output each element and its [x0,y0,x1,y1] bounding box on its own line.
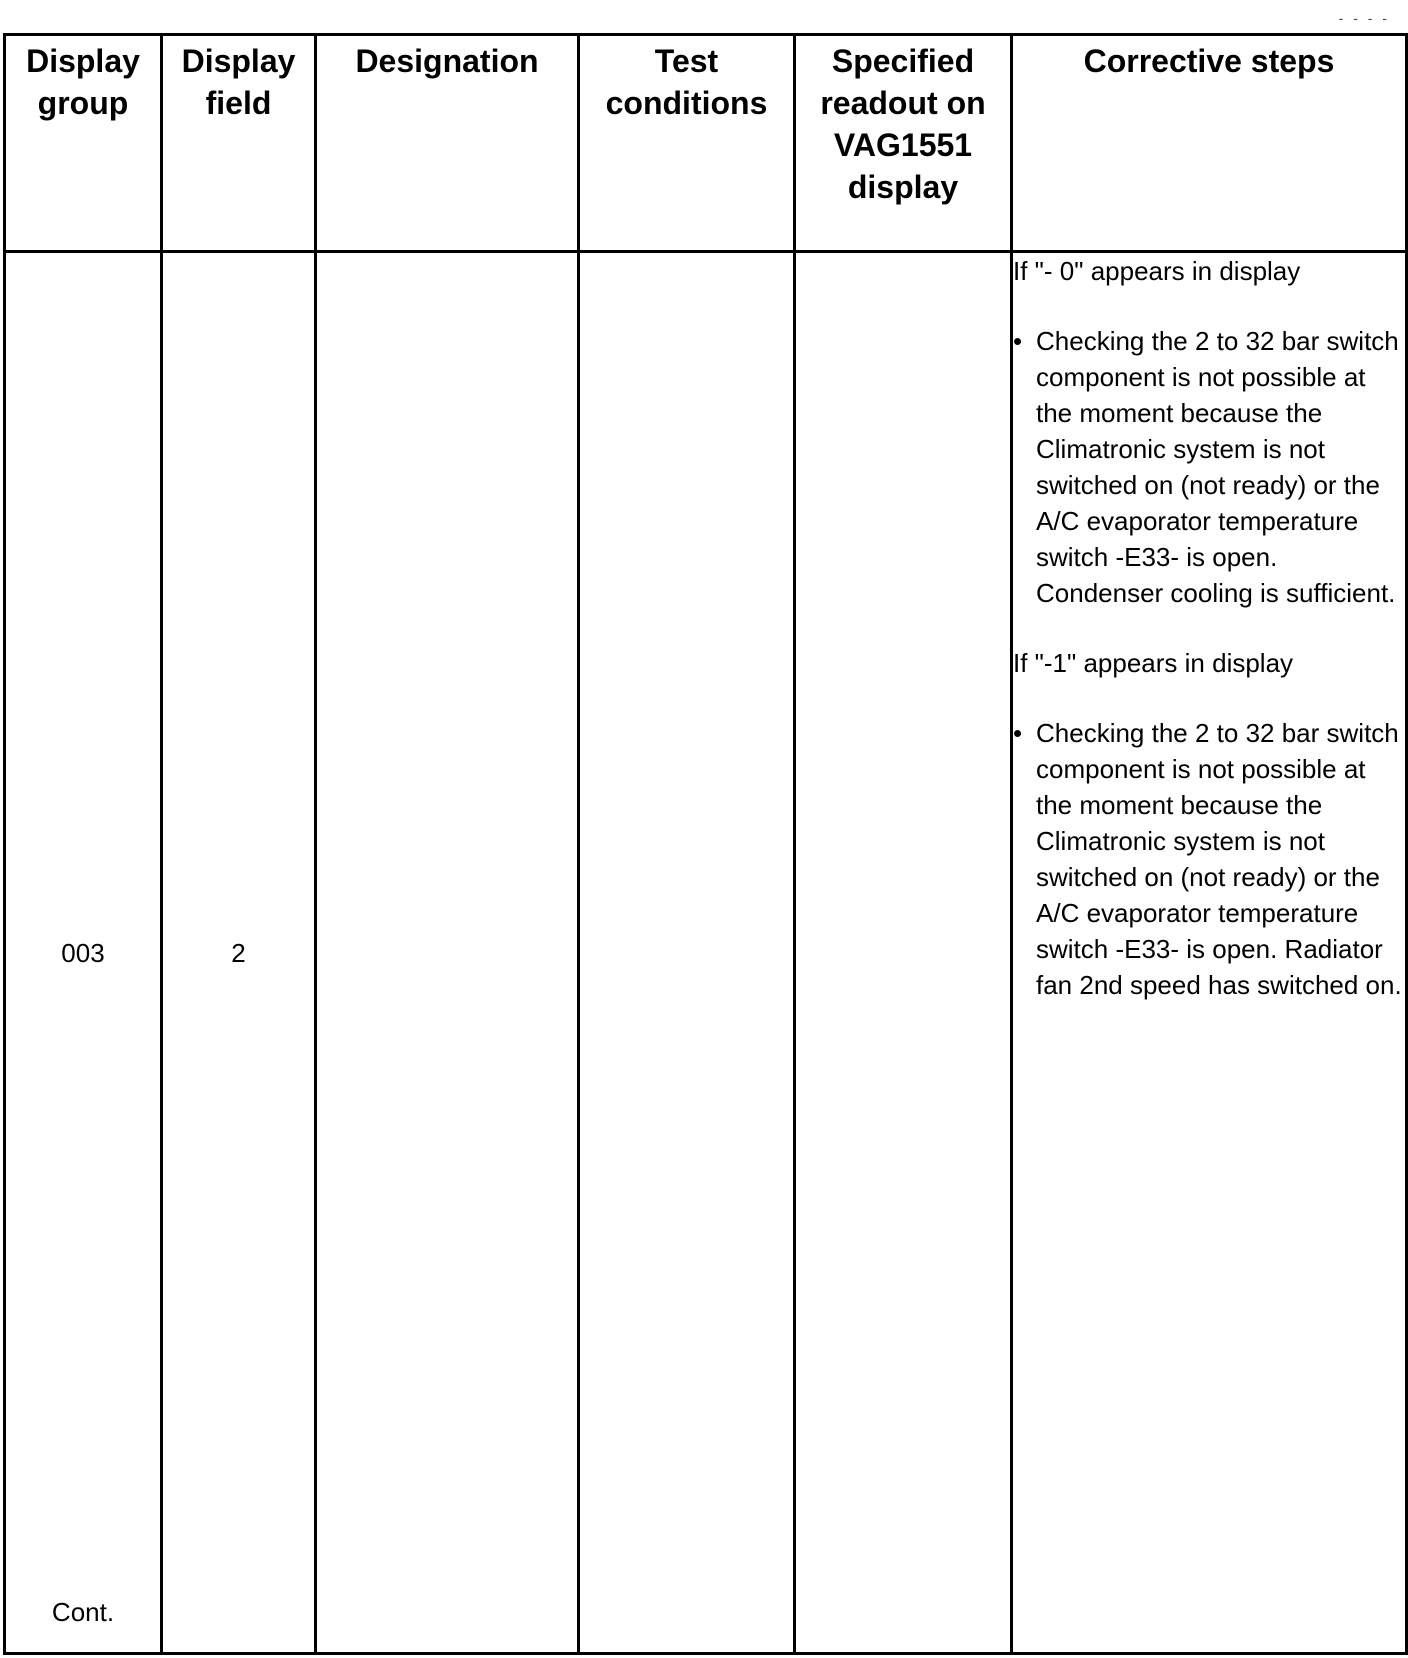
table-header-row [5,35,1407,252]
cell-display-field [162,252,316,1654]
header-display-field: Display field [162,35,316,252]
cell-designation [316,252,579,1654]
top-right-dashes: - - - - [1338,10,1390,26]
table-row [5,252,1407,1654]
case2-condition: If "-1" appears in display [1013,648,1294,678]
case1-condition: If "- 0" appears in display [1013,256,1301,286]
cell-corrective-steps [1012,252,1407,1654]
header-specified-readout: Specified readout on VAG1551 display [795,35,1012,252]
case1-step: • Checking the 2 to 32 bar switch component is not possible at the moment because the Climatronic system is not switched on (not ready) or the A/C evaporator temperature switch -E33- is open. Condenser cooling is sufficient. [1013,323,1405,611]
display-group-value: 003 [61,937,105,968]
header-corrective-steps: Corrective steps [1012,35,1407,252]
diagnostic-table [3,33,1408,1655]
cell-test-conditions [579,252,795,1654]
header-display-group: Display group [5,35,162,252]
continuation-note: Cont. [51,1597,115,1627]
display-field-value: 2 [231,937,246,968]
header-test-conditions: Test conditions [579,35,795,252]
case2-step: • Checking the 2 to 32 bar switch component is not possible at the moment because the Climatronic system is not switched on (not ready) or the A/C evaporator temperature switch -E33- is open. Radiator fan 2nd speed has switched on. [1013,715,1405,1003]
header-designation: Designation [316,35,579,252]
cell-specified-readout [795,252,1012,1654]
cell-display-group [5,252,162,1654]
